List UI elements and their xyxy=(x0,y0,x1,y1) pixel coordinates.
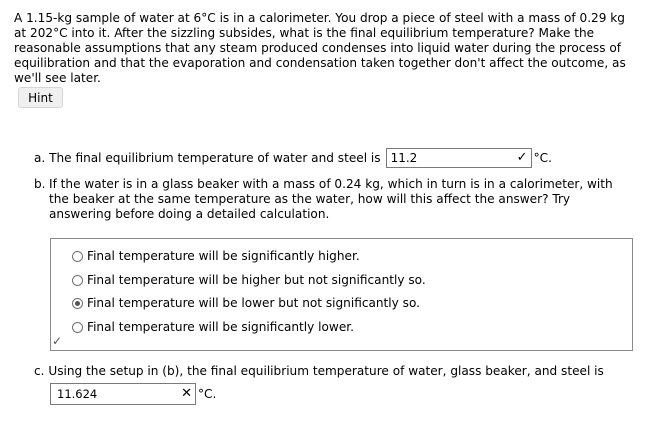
part-c-prompt: Using the setup in (b), the final equilibrium temperature of water, glass beaker, and steel is xyxy=(48,364,604,378)
choice-label: Final temperature will be significantly lower. xyxy=(87,320,354,334)
part-b-question xyxy=(34,177,634,222)
part-a-answer-input[interactable] xyxy=(386,148,532,168)
part-b-choice-group xyxy=(50,238,633,351)
part-a-label: a. xyxy=(34,151,46,165)
correct-check-icon: ✓ xyxy=(52,334,63,348)
choice-option-selected[interactable] xyxy=(72,296,420,310)
radio-button[interactable] xyxy=(72,275,83,286)
choice-option[interactable] xyxy=(72,320,354,334)
part-c-answer-value: 11.624 xyxy=(57,387,98,401)
correct-check-icon: ✓ xyxy=(516,150,528,165)
choice-label: Final temperature will be lower but not significantly so. xyxy=(87,296,420,310)
choice-label: Final temperature will be significantly higher. xyxy=(87,249,360,263)
radio-button-selected[interactable] xyxy=(72,298,83,309)
radio-button[interactable] xyxy=(72,322,83,333)
choice-label: Final temperature will be higher but not significantly so. xyxy=(87,273,426,287)
part-a-prompt: The final equilibrium temperature of water and steel is xyxy=(49,151,381,165)
part-a-row xyxy=(34,148,552,168)
part-b-label: b. xyxy=(34,177,46,191)
choice-option[interactable] xyxy=(72,273,426,287)
incorrect-x-icon: ✕ xyxy=(181,386,192,401)
part-c-unit: °C. xyxy=(198,387,217,401)
part-c-question xyxy=(34,364,604,378)
part-c-label: c. xyxy=(34,364,45,378)
part-a-answer-value: 11.2 xyxy=(390,151,418,165)
choice-option[interactable] xyxy=(72,249,360,263)
radio-button[interactable] xyxy=(72,251,83,262)
hint-button[interactable]: Hint xyxy=(18,87,63,108)
part-b-prompt: If the water is in a glass beaker with a mass of 0.24 kg, which in turn is in a calorimeter, with the beaker at the same temperature as the water, how will this affect the answer? Try answering before doing a detailed calculation. xyxy=(49,177,613,221)
part-c-answer-row xyxy=(50,383,216,405)
part-c-answer-input[interactable] xyxy=(50,383,196,405)
problem-statement: A 1.15-kg sample of water at 6°C is in a calorimeter. You drop a piece of steel with a mass of 0.29 kg at 202°C into it. After the sizzling subsides, what is the final equilibrium temperature? Make the reasonable assumptions that any steam produced condenses into liquid water during the process of equilibration and that the evaporation and condensation taken together don't affect the outcome, as we'll see later. xyxy=(14,11,626,85)
part-a-unit: °C. xyxy=(533,151,552,165)
